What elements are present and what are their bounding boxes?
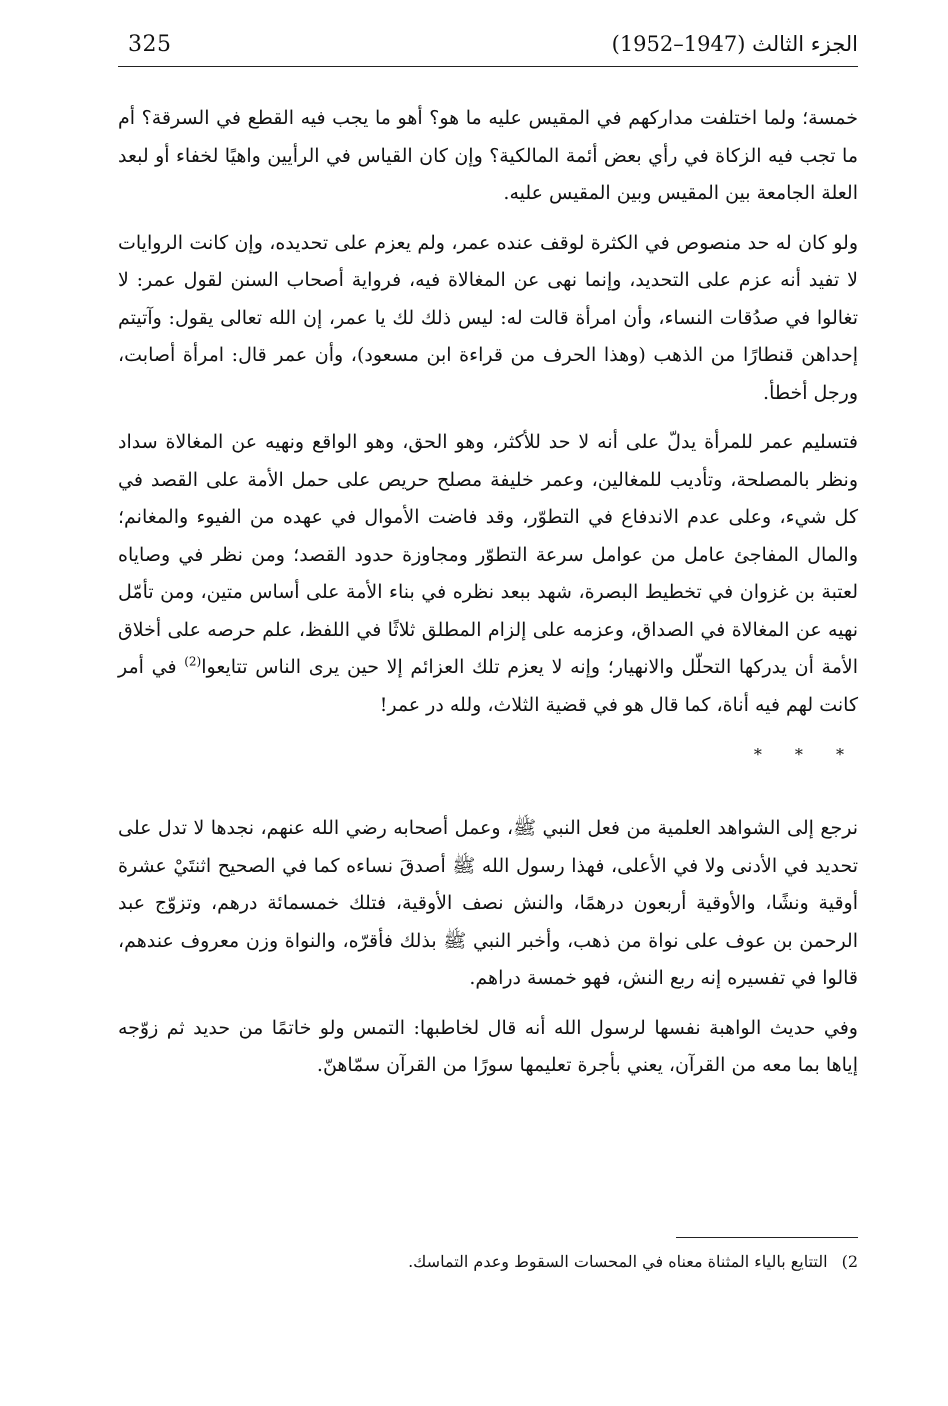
paragraph-3	[118, 424, 858, 724]
page-header	[118, 30, 858, 70]
footnote-rule	[676, 1237, 858, 1238]
footnote-reference[interactable]: (2)	[184, 654, 202, 669]
footnote-number: 2)	[841, 1252, 858, 1271]
paragraph-3-text-after: في أمر كانت لهم فيه أناة، كما قال هو في قضية الثلاث، ولله در عمر!	[118, 656, 858, 716]
paragraph-4: نرجع إلى الشواهد العلمية من فعل النبي ﷺ، وعمل أصحابه رضي الله عنهم، نجدها لا تدل على تحديد في الأدنى ولا في الأعلى، فهذا رسول الله ﷺ أصدقَ نساءه كما في الصحيح اثنتَيْ عشرة أوقية ونشًا، والأوقية أربعون درهمًا، والنش نصف الأوقية، فتلك خمسمائة درهم، وتزوّج عبد الرحمن بن عوف على نواة من ذهب، وأخبر النبي ﷺ بذلك فأقرّه، والنواة وزن معروف عندهم، قالوا في تفسيره إنه ربع النش، فهو خمسة دراهم.	[118, 817, 858, 989]
page-number: 325	[128, 32, 172, 57]
paragraph-3-text-before: فتسليم عمر للمرأة يدلّ على أنه لا حد للأكثر، وهو الحق، وهو الواقع ونهيه عن المغالاة سداد ونظر بالمصلحة، وتأديب للمغالين، وعمر خليفة مصلح حريص على حمل الأمة على القصد في كل شيء، وعلى عدم الاندفاع في التطوّر، وقد فاضت الأموال في عهده من الفيوء والمغانم؛ والمال المفاجئ عامل من عوامل سرعة التطوّر ومجاوزة حدود القصد؛ ومن نظر في وصاياه لعتبة بن غزوان في تخطيط البصرة، شهد ببعد نظره في بناء الأمة على أساس متين، ومن تأمّل نهيه عن المغالاة في الصداق، وعزمه على إلزام المطلق ثلاثًا في اللفظ، علم حرصه على أخلاق الأمة أن يدركها التحلّل والانهيار؛ وإنه لا يعزم تلك العزائم إلا حين يرى الناس تتايعوا	[118, 431, 858, 678]
footnote-text: التتايع بالياء المثناة معناه في المحسات السقوط وعدم التماسك.	[408, 1252, 828, 1271]
section-separator: * * *	[753, 745, 858, 764]
paragraph-2: ولو كان له حد منصوص في الكثرة لوقف عنده عمر، ولم يعزم على تحديده، وإن كانت الروايات لا تفيد أنه عزم على التحديد، وإنما نهى عن المغالاة فيه، فرواية أصحاب السنن لقول عمر: لا تغالوا في صدُقات النساء، وأن امرأة قالت له: ليس ذلك لك يا عمر، إن الله تعالى يقول: وآتيتم إحداهن قنطارًا من الذهب (وهذا الحرف من قراءة ابن مسعود)، وأن عمر قال: امرأة أصابت، ورجل أخطأ.	[118, 231, 858, 404]
header-rule	[118, 66, 858, 67]
paragraph-1: خمسة؛ ولما اختلفت مداركهم في المقيس عليه ما هو؟ أهو ما يجب فيه القطع في السرقة؟ أم ما تجب فيه الزكاة في رأي بعض أئمة المالكية؟ وإن كان القياس في الرأيين واهيًا لخفاء أو لبعد العلة الجامعة بين المقيس وبين المقيس عليه.	[118, 107, 858, 204]
running-title: الجزء الثالث (1947–1952)	[611, 32, 858, 56]
footnote	[118, 1248, 858, 1276]
body-text	[118, 100, 858, 1097]
paragraph-5: وفي حديث الواهبة نفسها لرسول الله أنه قال لخاطبها: التمس ولو خاتمًا من حديد ثم زوّجه إياها بما معه من القرآن، يعني بأجرة تعليمها سورًا من القرآن سمّاهنّ.	[118, 1016, 858, 1076]
